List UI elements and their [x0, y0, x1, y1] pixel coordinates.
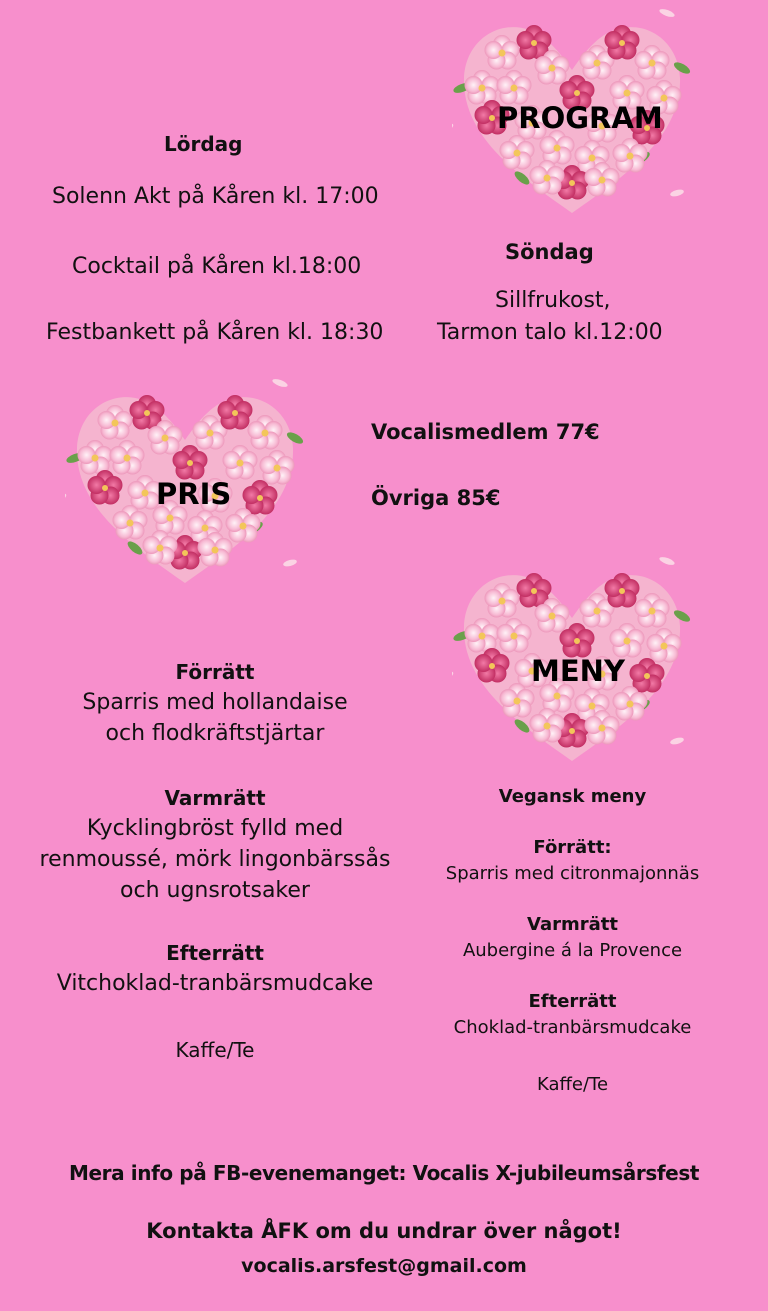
footer-contact: Kontakta ÅFK om du undrar över något!	[146, 1219, 622, 1243]
vegan-starter-line1: Sparris med citronmajonnäs	[445, 863, 700, 884]
regular-dessert-line1: Vitchoklad-tranbärsmudcake	[56, 971, 374, 996]
vegan-dessert-line1: Choklad-tranbärsmudcake	[453, 1017, 692, 1038]
regular-starter-line1: Sparris med hollandaise	[82, 690, 348, 715]
regular-starter-line2: och flodkräftstjärtar	[105, 721, 325, 746]
price-member: Vocalismedlem 77€	[371, 420, 600, 444]
regular-main-title: Varmrätt	[164, 786, 266, 810]
menu-heading: MENY	[531, 654, 625, 688]
regular-main-line3: och ugnsrotsaker	[120, 878, 310, 903]
regular-drinks: Kaffe/Te	[175, 1038, 255, 1062]
regular-main-line2: renmoussé, mörk lingonbärssås	[39, 847, 391, 872]
footer-email: vocalis.arsfest@gmail.com	[241, 1255, 527, 1277]
regular-menu	[0, 660, 430, 1062]
vegan-drinks: Kaffe/Te	[536, 1074, 609, 1095]
vegan-menu	[420, 786, 725, 1095]
regular-main-line1: Kycklingbröst fylld med	[86, 816, 344, 841]
price-heading: PRIS	[156, 477, 232, 511]
sunday-heading: Söndag	[505, 240, 594, 264]
program-item-cocktail: Cocktail på Kåren kl.18:00	[72, 254, 362, 279]
program-item-festbankett: Festbankett på Kåren kl. 18:30	[46, 320, 384, 345]
regular-starter-title: Förrätt	[175, 660, 255, 684]
saturday-heading: Lördag	[164, 132, 243, 156]
program-item-solenn-akt: Solenn Akt på Kåren kl. 17:00	[52, 184, 379, 209]
program-heading: PROGRAM	[497, 101, 663, 135]
footer-info: Mera info på FB-evenemanget: Vocalis X-jubileumsårsfest	[68, 1161, 700, 1185]
regular-dessert-title: Efterrätt	[166, 941, 264, 965]
sunday-item-line2: Tarmon talo kl.12:00	[437, 320, 663, 345]
vegan-menu-title: Vegansk meny	[498, 786, 647, 807]
vegan-main-line1: Aubergine á la Provence	[462, 940, 683, 961]
vegan-starter-title: Förrätt:	[533, 837, 612, 858]
vegan-main-title: Varmrätt	[527, 914, 618, 935]
vegan-dessert-title: Efterrätt	[528, 991, 617, 1012]
sunday-item-line1: Sillfrukost,	[495, 288, 611, 313]
price-others: Övriga 85€	[371, 486, 501, 510]
